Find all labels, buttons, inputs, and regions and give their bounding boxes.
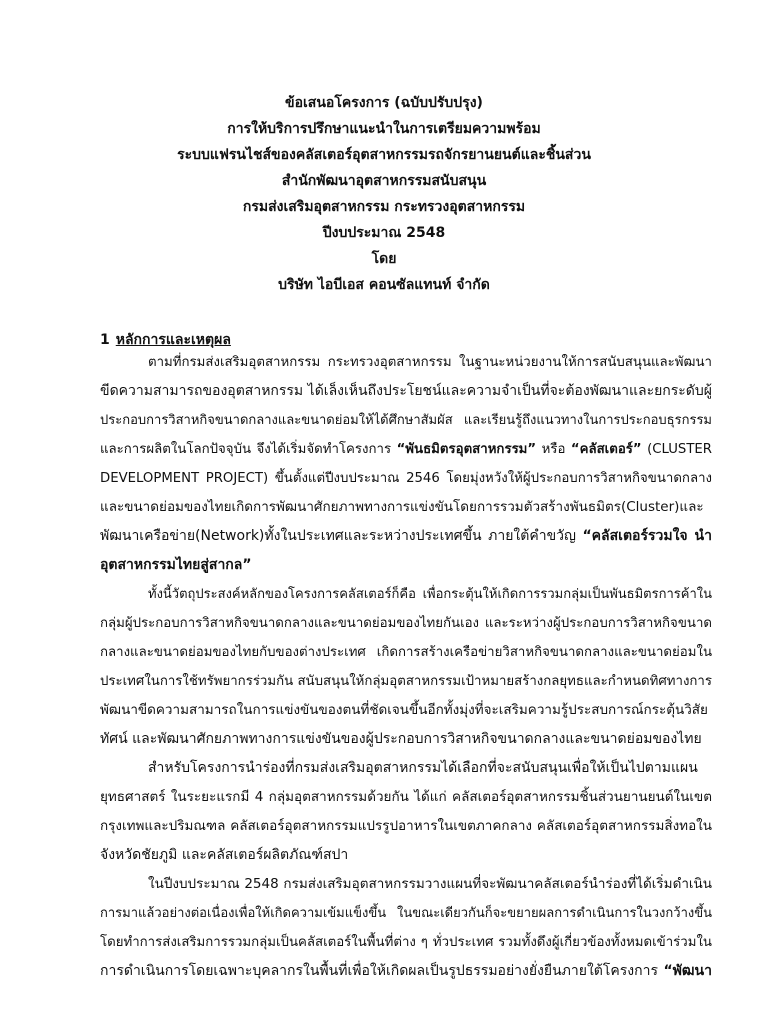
text-segment: และขนาดย่อมของไทยเกิดการพัฒนาศักยภาพทางการแข่งขันโดยการรวมตัวสร้างพันธมิตร(Cluster)และ xyxy=(100,499,704,515)
text-segment: โดยทำการส่งเสริมการรวมกลุ่มเป็นคลัสเตอร์ในพื้นที่ต่าง ๆ ทั่วประเทศ รวมทั้งดึงผู้เกี่ยวข้องทั้งหมดเข้าร่วมใน xyxy=(100,935,712,950)
paragraph xyxy=(100,870,712,986)
header-line-by: โดย xyxy=(371,251,397,267)
text-segment: (CLUSTER xyxy=(641,442,713,457)
text-segment: สำหรับโครงการนำร่องที่กรมส่งเสริมอุตสาหกรรมได้เลือกที่จะสนับสนุนเพื่อให้เป็นไปตามแผน xyxy=(148,760,698,776)
bold-text: “พัฒนา xyxy=(663,963,712,979)
bold-text: “คลัสเตอร์” xyxy=(570,442,642,457)
text-line xyxy=(100,551,712,580)
text-segment: ประเทศในการใช้ทรัพยากรร่วมกัน สนับสนุนให้กลุ่มอุตสาหกรรมเป้าหมายสร้างกลยุทธและกำหนดทิศทางการ xyxy=(100,674,712,689)
text-segment: ในปีงบประมาณ 2548 กรมส่งเสริมอุตสาหกรรมวางแผนที่จะพัฒนาคลัสเตอร์นำร่องที่ได้เริ่มดำเนิน xyxy=(148,876,712,892)
text-line xyxy=(100,435,712,464)
text-line xyxy=(100,348,712,377)
text-segment: ประกอบการวิสาหกิจขนาดกลางและขนาดย่อมให้ได้ศึกษาสัมผัส และเรียนรู้ถึงแนวทางในการประกอบธุรกรรม xyxy=(100,413,712,428)
text-line xyxy=(100,754,712,783)
text-segment: ตามที่กรมส่งเสริมอุตสาหกรรม กระทรวงอุตสาหกรรม ในฐานะหน่วยงานให้การสนับสนุนและพัฒนา xyxy=(148,355,712,370)
paragraph xyxy=(100,754,712,870)
section-title: หลักการและเหตุผล xyxy=(115,332,231,348)
text-line xyxy=(100,580,712,609)
text-line xyxy=(100,899,712,928)
text-line xyxy=(100,667,712,696)
text-line xyxy=(100,609,712,638)
text-line xyxy=(100,812,712,841)
text-segment: จังหวัดชัยภูมิ และคลัสเตอร์ผลิตภัณฑ์สปา xyxy=(100,847,349,863)
text-segment: การดำเนินการโดยเฉพาะบุคลากรในพื้นที่เพื่อให้เกิดผลเป็นรูปธรรมอย่างยั่งยืนภายใต้โครงการ xyxy=(100,963,664,979)
text-segment: การมาแล้วอย่างต่อเนื่องเพื่อให้เกิดความเข้มแข็งขึ้น ในขณะเดียวกันก็จะขยายผลการดำเนินการในวงกว้างขึ้น xyxy=(100,906,712,921)
paragraph xyxy=(100,348,712,580)
body-text xyxy=(100,348,712,986)
text-line xyxy=(100,377,712,406)
text-segment: กรุงเทพและปริมณฑล คลัสเตอร์อุตสาหกรรมแปรรูปอาหารในเขตภาคกลาง คลัสเตอร์อุตสาหกรรมสิ่งทอใน xyxy=(100,818,712,834)
header-line-company: บริษัท ไอบีเอส คอนซัลแทนท์ จำกัด xyxy=(278,277,490,293)
text-segment: พัฒนาเครือข่าย(Network)ทั้งในประเทศและระหว่างประเทศขึ้น ภายใต้คำขวัญ xyxy=(100,528,583,544)
bold-text: “พันธมิตรอุตสาหกรรม” xyxy=(396,442,537,457)
text-segment: ยุทธศาสตร์ ในระยะแรกมี 4 กลุ่มอุตสาหกรรมด้วยกัน ได้แก่ คลัสเตอร์อุตสาหกรรมชิ้นส่วนยานยนต์ในเขต xyxy=(100,789,712,805)
text-segment: หรือ xyxy=(536,442,571,457)
header-line-service: การให้บริการปรึกษาแนะนำในการเตรียมความพร้อม xyxy=(227,121,541,137)
text-line xyxy=(100,928,712,957)
text-line xyxy=(100,841,712,870)
text-line xyxy=(100,725,712,754)
text-segment: ทั้งนี้วัตถุประสงค์หลักของโครงการคลัสเตอร์ก็คือ เพื่อกระตุ้นให้เกิดการรวมกลุ่มเป็นพันธมิตรการค้าใน xyxy=(148,587,712,602)
text-segment: ทัศน์ และพัฒนาศักยภาพทางการแข่งขันของผู้ประกอบการวิสาหกิจขนาดกลางและขนาดย่อมของไทย xyxy=(100,731,702,747)
header-line-fiscal-year: ปีงบประมาณ 2548 xyxy=(322,225,446,241)
text-line xyxy=(100,957,712,986)
header-line-proposal-title: ข้อเสนอโครงการ (ฉบับปรับปรุง) xyxy=(285,95,483,111)
bold-text: “คลัสเตอร์รวมใจ นำ xyxy=(582,528,712,544)
text-line xyxy=(100,870,712,899)
text-line xyxy=(100,522,712,551)
text-segment: กลางและขนาดย่อมของไทยกับของต่างประเทศ เกิดการสร้างเครือข่ายวิสาหกิจขนาดกลางและขนาดย่อมใน xyxy=(100,645,712,660)
text-line xyxy=(100,638,712,667)
text-line xyxy=(100,783,712,812)
header-line-system: ระบบแฟรนไชส์ของคลัสเตอร์อุตสาหกรรมรถจักรยานยนต์และชิ้นส่วน xyxy=(177,147,591,163)
text-segment: DEVELOPMENT PROJECT) ขึ้นตั้งแต่ปีงบประมาณ 2546 โดยมุ่งหวังให้ผู้ประกอบการวิสาหกิจขนาดกลาง xyxy=(100,471,712,486)
text-line xyxy=(100,406,712,435)
header-line-bureau: สำนักพัฒนาอุตสาหกรรมสนับสนุน xyxy=(281,173,487,189)
document-header xyxy=(60,90,708,298)
text-line xyxy=(100,696,712,725)
bold-text: อุตสาหกรรมไทยสู่สากล” xyxy=(100,557,252,573)
paragraph xyxy=(100,580,712,754)
text-line xyxy=(100,493,712,522)
text-line xyxy=(100,464,712,493)
text-segment: กลุ่มผู้ประกอบการวิสาหกิจขนาดกลางและขนาดย่อมของไทยกันเอง และระหว่างผู้ประกอบการวิสาหกิจขนาด xyxy=(100,616,712,631)
text-segment: และการผลิตในโลกปัจจุบัน จึงได้เริ่มจัดทำโครงการ xyxy=(100,442,397,457)
header-line-department: กรมส่งเสริมอุตสาหกรรม กระทรวงอุตสาหกรรม xyxy=(242,199,526,215)
section-number: 1 xyxy=(100,332,110,348)
text-segment: ขีดความสามารถของอุตสาหกรรม ได้เล็งเห็นถึงประโยชน์และความจำเป็นที่จะต้องพัฒนาและยกระดับผู้ xyxy=(100,383,712,399)
text-segment: พัฒนาขีดความสามารถในการแข่งขันของตนที่ชัดเจนขึ้นอีกทั้งมุ่งที่จะเสริมความรู้ประสบการณ์กระตุ้นวิสัย xyxy=(100,702,708,718)
